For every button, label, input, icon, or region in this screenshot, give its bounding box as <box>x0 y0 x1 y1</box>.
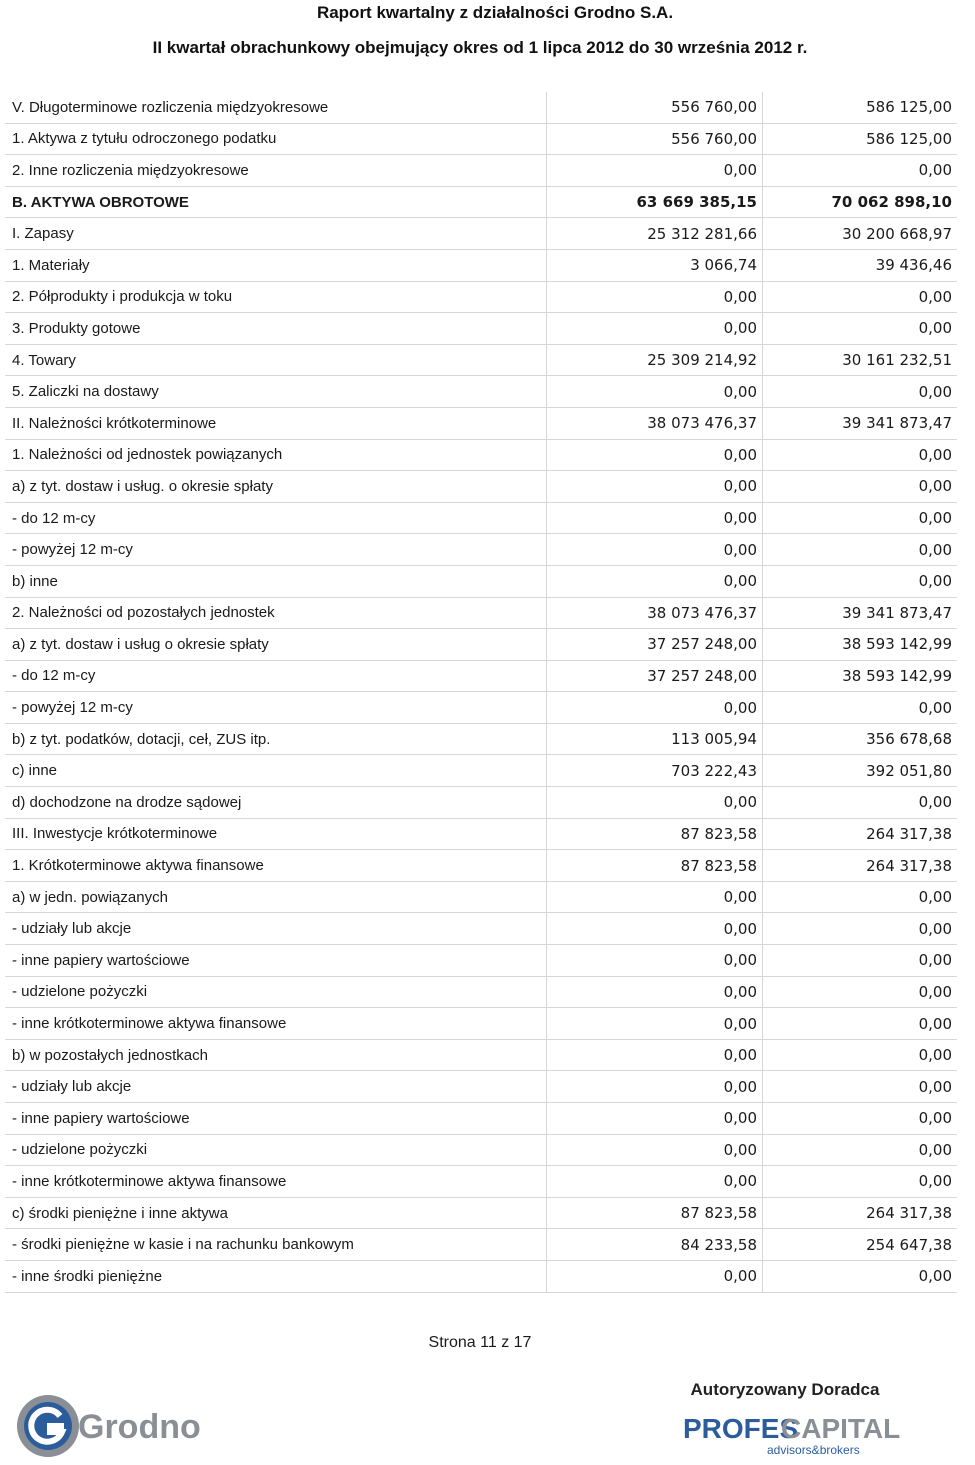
table-row <box>5 1134 957 1166</box>
value-current-period: 0,00 <box>547 913 763 945</box>
value-current-period: 38 073 476,37 <box>547 407 763 439</box>
value-previous-period: 0,00 <box>763 945 958 977</box>
table-row <box>5 850 957 882</box>
table-row <box>5 945 957 977</box>
row-label: a) z tyt. dostaw i usług o okresie spłaty <box>5 629 547 661</box>
table-row <box>5 313 957 345</box>
value-current-period: 556 760,00 <box>547 123 763 155</box>
value-current-period: 0,00 <box>547 376 763 408</box>
row-label: I. Zapasy <box>5 218 547 250</box>
value-previous-period: 0,00 <box>763 1008 958 1040</box>
value-previous-period: 39 341 873,47 <box>763 597 958 629</box>
profescapital-tagline: advisors&brokers <box>767 1443 860 1457</box>
table-row <box>5 1103 957 1135</box>
value-previous-period: 0,00 <box>763 1039 958 1071</box>
value-current-period: 0,00 <box>547 1008 763 1040</box>
report-title: Raport kwartalny z działalności Grodno S.A. <box>316 3 674 22</box>
row-label: V. Długoterminowe rozliczenia międzyokresowe <box>5 92 547 123</box>
row-label: b) w pozostałych jednostkach <box>5 1039 547 1071</box>
table-row <box>5 565 957 597</box>
table-row <box>5 881 957 913</box>
value-previous-period: 0,00 <box>763 155 958 187</box>
table-row <box>5 1071 957 1103</box>
table-row <box>5 755 957 787</box>
value-previous-period: 0,00 <box>763 439 958 471</box>
row-label: c) inne <box>5 755 547 787</box>
row-label: 1. Aktywa z tytułu odroczonego podatku <box>5 123 547 155</box>
row-label: 2. Inne rozliczenia międzyokresowe <box>5 155 547 187</box>
value-previous-period: 0,00 <box>763 565 958 597</box>
value-previous-period: 0,00 <box>763 376 958 408</box>
value-current-period: 0,00 <box>547 881 763 913</box>
table-row <box>5 629 957 661</box>
table-row <box>5 502 957 534</box>
balance-sheet-body <box>5 92 957 1292</box>
value-current-period: 87 823,58 <box>547 1197 763 1229</box>
value-current-period: 0,00 <box>547 155 763 187</box>
value-current-period: 0,00 <box>547 534 763 566</box>
value-previous-period: 586 125,00 <box>763 123 958 155</box>
row-label: - udziały lub akcje <box>5 913 547 945</box>
row-label: III. Inwestycje krótkoterminowe <box>5 818 547 850</box>
value-previous-period: 264 317,38 <box>763 818 958 850</box>
grodno-logo-text: Grodno <box>78 1408 201 1446</box>
table-row <box>5 534 957 566</box>
row-label: 1. Materiały <box>5 249 547 281</box>
row-label: - do 12 m-cy <box>5 660 547 692</box>
row-label: 2. Należności od pozostałych jednostek <box>5 597 547 629</box>
value-previous-period: 30 200 668,97 <box>763 218 958 250</box>
table-row <box>5 597 957 629</box>
table-row <box>5 913 957 945</box>
value-current-period: 0,00 <box>547 502 763 534</box>
value-previous-period: 0,00 <box>763 1071 958 1103</box>
table-row <box>5 1039 957 1071</box>
authorized-advisor-label: Autoryzowany Doradca <box>690 1380 880 1399</box>
value-current-period: 25 312 281,66 <box>547 218 763 250</box>
value-current-period: 0,00 <box>547 1134 763 1166</box>
value-previous-period: 264 317,38 <box>763 850 958 882</box>
value-current-period: 0,00 <box>547 945 763 977</box>
row-label: 3. Produkty gotowe <box>5 313 547 345</box>
table-row <box>5 123 957 155</box>
value-previous-period: 0,00 <box>763 502 958 534</box>
profescapital-logo-text-a: PROFES <box>683 1413 799 1444</box>
table-row <box>5 818 957 850</box>
table-row <box>5 281 957 313</box>
value-current-period: 63 669 385,15 <box>547 186 763 218</box>
grodno-logo <box>12 1390 222 1460</box>
table-row <box>5 186 957 218</box>
value-previous-period: 0,00 <box>763 913 958 945</box>
value-current-period: 0,00 <box>547 1039 763 1071</box>
row-label: d) dochodzone na drodze sądowej <box>5 787 547 819</box>
value-previous-period: 0,00 <box>763 1134 958 1166</box>
value-current-period: 87 823,58 <box>547 850 763 882</box>
value-previous-period: 70 062 898,10 <box>763 186 958 218</box>
value-current-period: 0,00 <box>547 565 763 597</box>
table-row <box>5 723 957 755</box>
profescapital-logo-text-b: CAPITAL <box>781 1413 901 1444</box>
balance-sheet-table <box>5 92 957 1293</box>
table-row <box>5 218 957 250</box>
row-label: - udziały lub akcje <box>5 1071 547 1103</box>
table-row <box>5 787 957 819</box>
row-label: 1. Należności od jednostek powiązanych <box>5 439 547 471</box>
value-current-period: 84 233,58 <box>547 1229 763 1261</box>
value-previous-period: 0,00 <box>763 881 958 913</box>
row-label: 1. Krótkoterminowe aktywa finansowe <box>5 850 547 882</box>
row-label: 2. Półprodukty i produkcja w toku <box>5 281 547 313</box>
row-label: - inne papiery wartościowe <box>5 945 547 977</box>
value-previous-period: 39 436,46 <box>763 249 958 281</box>
value-previous-period: 0,00 <box>763 1166 958 1198</box>
table-row <box>5 439 957 471</box>
table-row <box>5 471 957 503</box>
value-current-period: 0,00 <box>547 471 763 503</box>
table-row <box>5 344 957 376</box>
report-subtitle: II kwartał obrachunkowy obejmujący okres od 1 lipca 2012 do 30 września 2012 r. <box>152 38 808 57</box>
value-previous-period: 0,00 <box>763 313 958 345</box>
table-row <box>5 407 957 439</box>
value-current-period: 25 309 214,92 <box>547 344 763 376</box>
table-row <box>5 249 957 281</box>
row-label: b) inne <box>5 565 547 597</box>
value-current-period: 556 760,00 <box>547 92 763 123</box>
value-current-period: 0,00 <box>547 439 763 471</box>
row-label: - inne krótkoterminowe aktywa finansowe <box>5 1008 547 1040</box>
value-current-period: 87 823,58 <box>547 818 763 850</box>
profescapital-logo <box>683 1410 901 1460</box>
value-current-period: 0,00 <box>547 692 763 724</box>
value-previous-period: 0,00 <box>763 976 958 1008</box>
value-previous-period: 0,00 <box>763 692 958 724</box>
table-row <box>5 1260 957 1292</box>
value-previous-period: 30 161 232,51 <box>763 344 958 376</box>
value-current-period: 0,00 <box>547 1166 763 1198</box>
page-number: Strona 11 z 17 <box>428 1334 532 1351</box>
value-current-period: 38 073 476,37 <box>547 597 763 629</box>
table-row <box>5 376 957 408</box>
row-label: - powyżej 12 m-cy <box>5 692 547 724</box>
value-previous-period: 0,00 <box>763 787 958 819</box>
row-label: - inne środki pieniężne <box>5 1260 547 1292</box>
row-label: - do 12 m-cy <box>5 502 547 534</box>
value-current-period: 0,00 <box>547 1071 763 1103</box>
value-previous-period: 264 317,38 <box>763 1197 958 1229</box>
value-current-period: 0,00 <box>547 1103 763 1135</box>
row-label: - udzielone pożyczki <box>5 976 547 1008</box>
row-label: - udzielone pożyczki <box>5 1134 547 1166</box>
value-previous-period: 254 647,38 <box>763 1229 958 1261</box>
row-label: B. AKTYWA OBROTOWE <box>5 186 547 218</box>
value-current-period: 113 005,94 <box>547 723 763 755</box>
value-previous-period: 0,00 <box>763 471 958 503</box>
value-current-period: 3 066,74 <box>547 249 763 281</box>
value-previous-period: 586 125,00 <box>763 92 958 123</box>
table-row <box>5 92 957 123</box>
value-current-period: 0,00 <box>547 976 763 1008</box>
row-label: - środki pieniężne w kasie i na rachunku bankowym <box>5 1229 547 1261</box>
value-current-period: 0,00 <box>547 1260 763 1292</box>
value-current-period: 703 222,43 <box>547 755 763 787</box>
row-label: - powyżej 12 m-cy <box>5 534 547 566</box>
row-label: 4. Towary <box>5 344 547 376</box>
row-label: - inne papiery wartościowe <box>5 1103 547 1135</box>
value-current-period: 0,00 <box>547 313 763 345</box>
row-label: 5. Zaliczki na dostawy <box>5 376 547 408</box>
row-label: a) w jedn. powiązanych <box>5 881 547 913</box>
value-current-period: 37 257 248,00 <box>547 660 763 692</box>
row-label: II. Należności krótkoterminowe <box>5 407 547 439</box>
table-row <box>5 660 957 692</box>
value-previous-period: 39 341 873,47 <box>763 407 958 439</box>
table-row <box>5 1197 957 1229</box>
value-previous-period: 0,00 <box>763 534 958 566</box>
value-previous-period: 392 051,80 <box>763 755 958 787</box>
value-previous-period: 0,00 <box>763 1103 958 1135</box>
value-previous-period: 356 678,68 <box>763 723 958 755</box>
row-label: c) środki pieniężne i inne aktywa <box>5 1197 547 1229</box>
value-current-period: 37 257 248,00 <box>547 629 763 661</box>
value-current-period: 0,00 <box>547 281 763 313</box>
row-label: - inne krótkoterminowe aktywa finansowe <box>5 1166 547 1198</box>
table-row <box>5 692 957 724</box>
value-previous-period: 0,00 <box>763 1260 958 1292</box>
value-previous-period: 38 593 142,99 <box>763 660 958 692</box>
value-current-period: 0,00 <box>547 787 763 819</box>
value-previous-period: 38 593 142,99 <box>763 629 958 661</box>
row-label: b) z tyt. podatków, dotacji, ceł, ZUS itp. <box>5 723 547 755</box>
value-previous-period: 0,00 <box>763 281 958 313</box>
table-row <box>5 155 957 187</box>
table-row <box>5 1229 957 1261</box>
table-row <box>5 1166 957 1198</box>
table-row <box>5 1008 957 1040</box>
table-row <box>5 976 957 1008</box>
row-label: a) z tyt. dostaw i usług. o okresie spłaty <box>5 471 547 503</box>
